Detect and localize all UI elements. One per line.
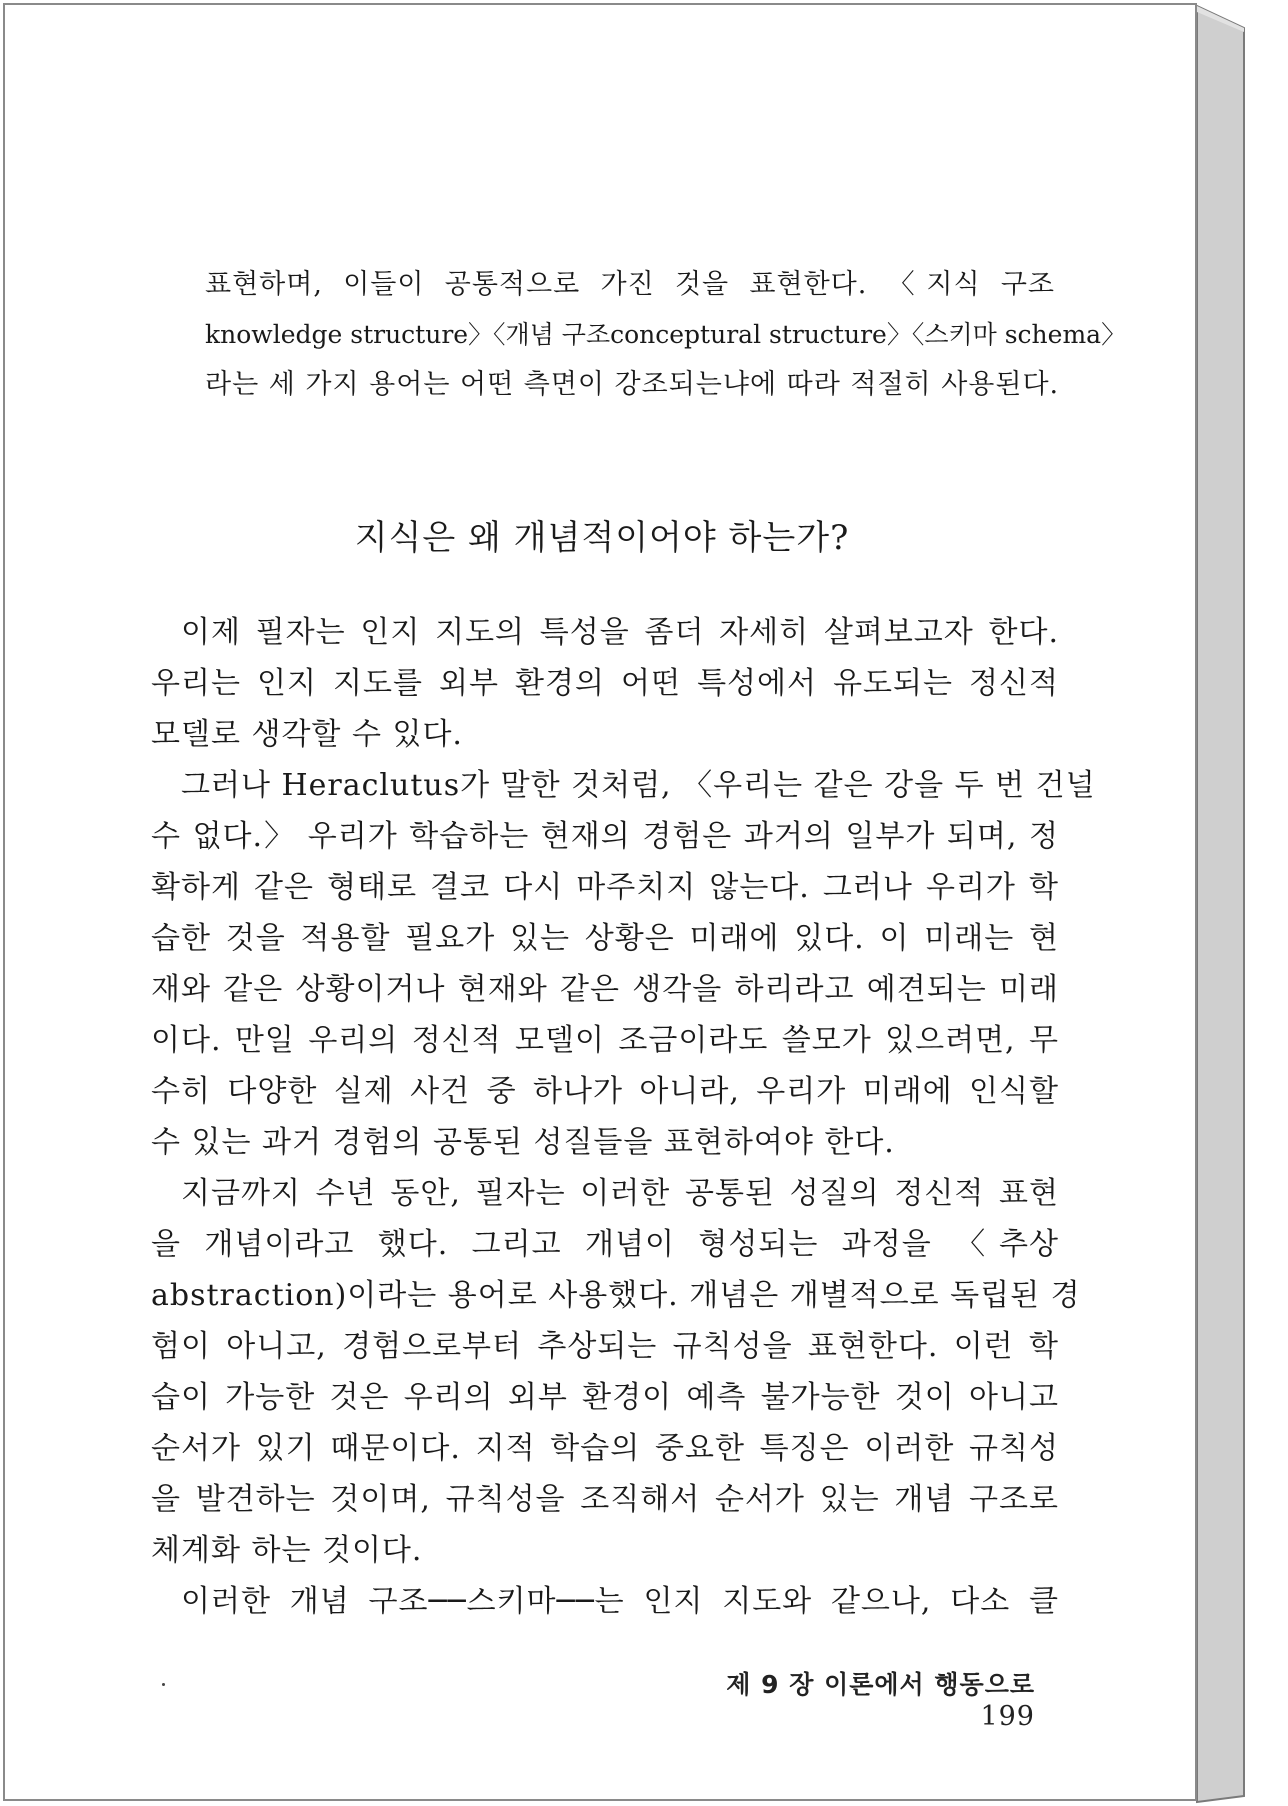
body-line: 확하게 같은 형태로 결코 다시 마주치지 않는다. 그러나 우리가 학 bbox=[151, 870, 1059, 905]
quote-line: knowledge structure〉〈개념 구조conceptural structure〉〈스키마 schema〉 bbox=[205, 320, 1127, 349]
page-number: 199 bbox=[980, 1701, 1035, 1732]
body-line: 을 발견하는 것이며, 규칙성을 조직해서 순서가 있는 개념 구조로 bbox=[151, 1482, 1059, 1517]
stray-mark bbox=[162, 1683, 165, 1686]
body-line: 습이 가능한 것은 우리의 외부 환경이 예측 불가능한 것이 아니고 bbox=[151, 1380, 1059, 1415]
body-line: 험이 아니고, 경험으로부터 추상되는 규칙성을 표현한다. 이런 학 bbox=[151, 1329, 1059, 1364]
body-line: 이다. 만일 우리의 정신적 모델이 조금이라도 쓸모가 있으려면, 무 bbox=[151, 1023, 1059, 1058]
body-line: 체계화 하는 것이다. bbox=[151, 1533, 423, 1568]
body-line: 그러나 Heraclutus가 말한 것처럼, 〈우리는 같은 강을 두 번 건널 bbox=[181, 768, 1096, 803]
body-line: abstraction)이라는 용어로 사용했다. 개념은 개별적으로 독립된 경 bbox=[151, 1278, 1081, 1313]
body-line: 이제 필자는 인지 지도의 특성을 좀더 자세히 살펴보고자 한다. bbox=[181, 615, 1059, 650]
running-footer bbox=[675, 1665, 1035, 1732]
body-line: 을 개념이라고 했다. 그리고 개념이 형성되는 과정을 〈추상 bbox=[151, 1227, 1059, 1262]
body-line: 우리는 인지 지도를 외부 환경의 어떤 특성에서 유도되는 정신적 bbox=[151, 666, 1059, 701]
quoted-passage bbox=[205, 260, 1127, 410]
body-line: 수 없다.〉 우리가 학습하는 현재의 경험은 과거의 일부가 되며, 정 bbox=[151, 819, 1059, 854]
body-text bbox=[151, 607, 1096, 1627]
body-line: 습한 것을 적용할 필요가 있는 상황은 미래에 있다. 이 미래는 현 bbox=[151, 921, 1059, 956]
body-line: 순서가 있기 때문이다. 지적 학습의 중요한 특징은 이러한 규칙성 bbox=[151, 1431, 1059, 1466]
book-page bbox=[3, 3, 1197, 1801]
body-line: 재와 같은 상황이거나 현재와 같은 생각을 하리라고 예견되는 미래 bbox=[151, 972, 1059, 1007]
body-line: 이러한 개념 구조──스키마──는 인지 지도와 같으나, 다소 클 bbox=[181, 1584, 1059, 1619]
body-line: 수히 다양한 실제 사건 중 하나가 아니라, 우리가 미래에 인식할 bbox=[151, 1074, 1059, 1109]
section-heading: 지식은 왜 개념적이어야 하는가? bbox=[354, 518, 850, 558]
quote-line: 표현하며, 이들이 공통적으로 가진 것을 표현한다. 〈지식 구조 bbox=[205, 269, 1055, 300]
chapter-title: 제 9 장 이론에서 행동으로 bbox=[726, 1670, 1035, 1699]
body-line: 지금까지 수년 동안, 필자는 이러한 공통된 성질의 정신적 표현 bbox=[181, 1176, 1059, 1211]
quote-line: 라는 세 가지 용어는 어떤 측면이 강조되는냐에 따라 적절히 사용된다. bbox=[205, 369, 1060, 400]
body-line: 모델로 생각할 수 있다. bbox=[151, 717, 463, 752]
body-line: 수 있는 과거 경험의 공통된 성질들을 표현하여야 한다. bbox=[151, 1125, 895, 1160]
